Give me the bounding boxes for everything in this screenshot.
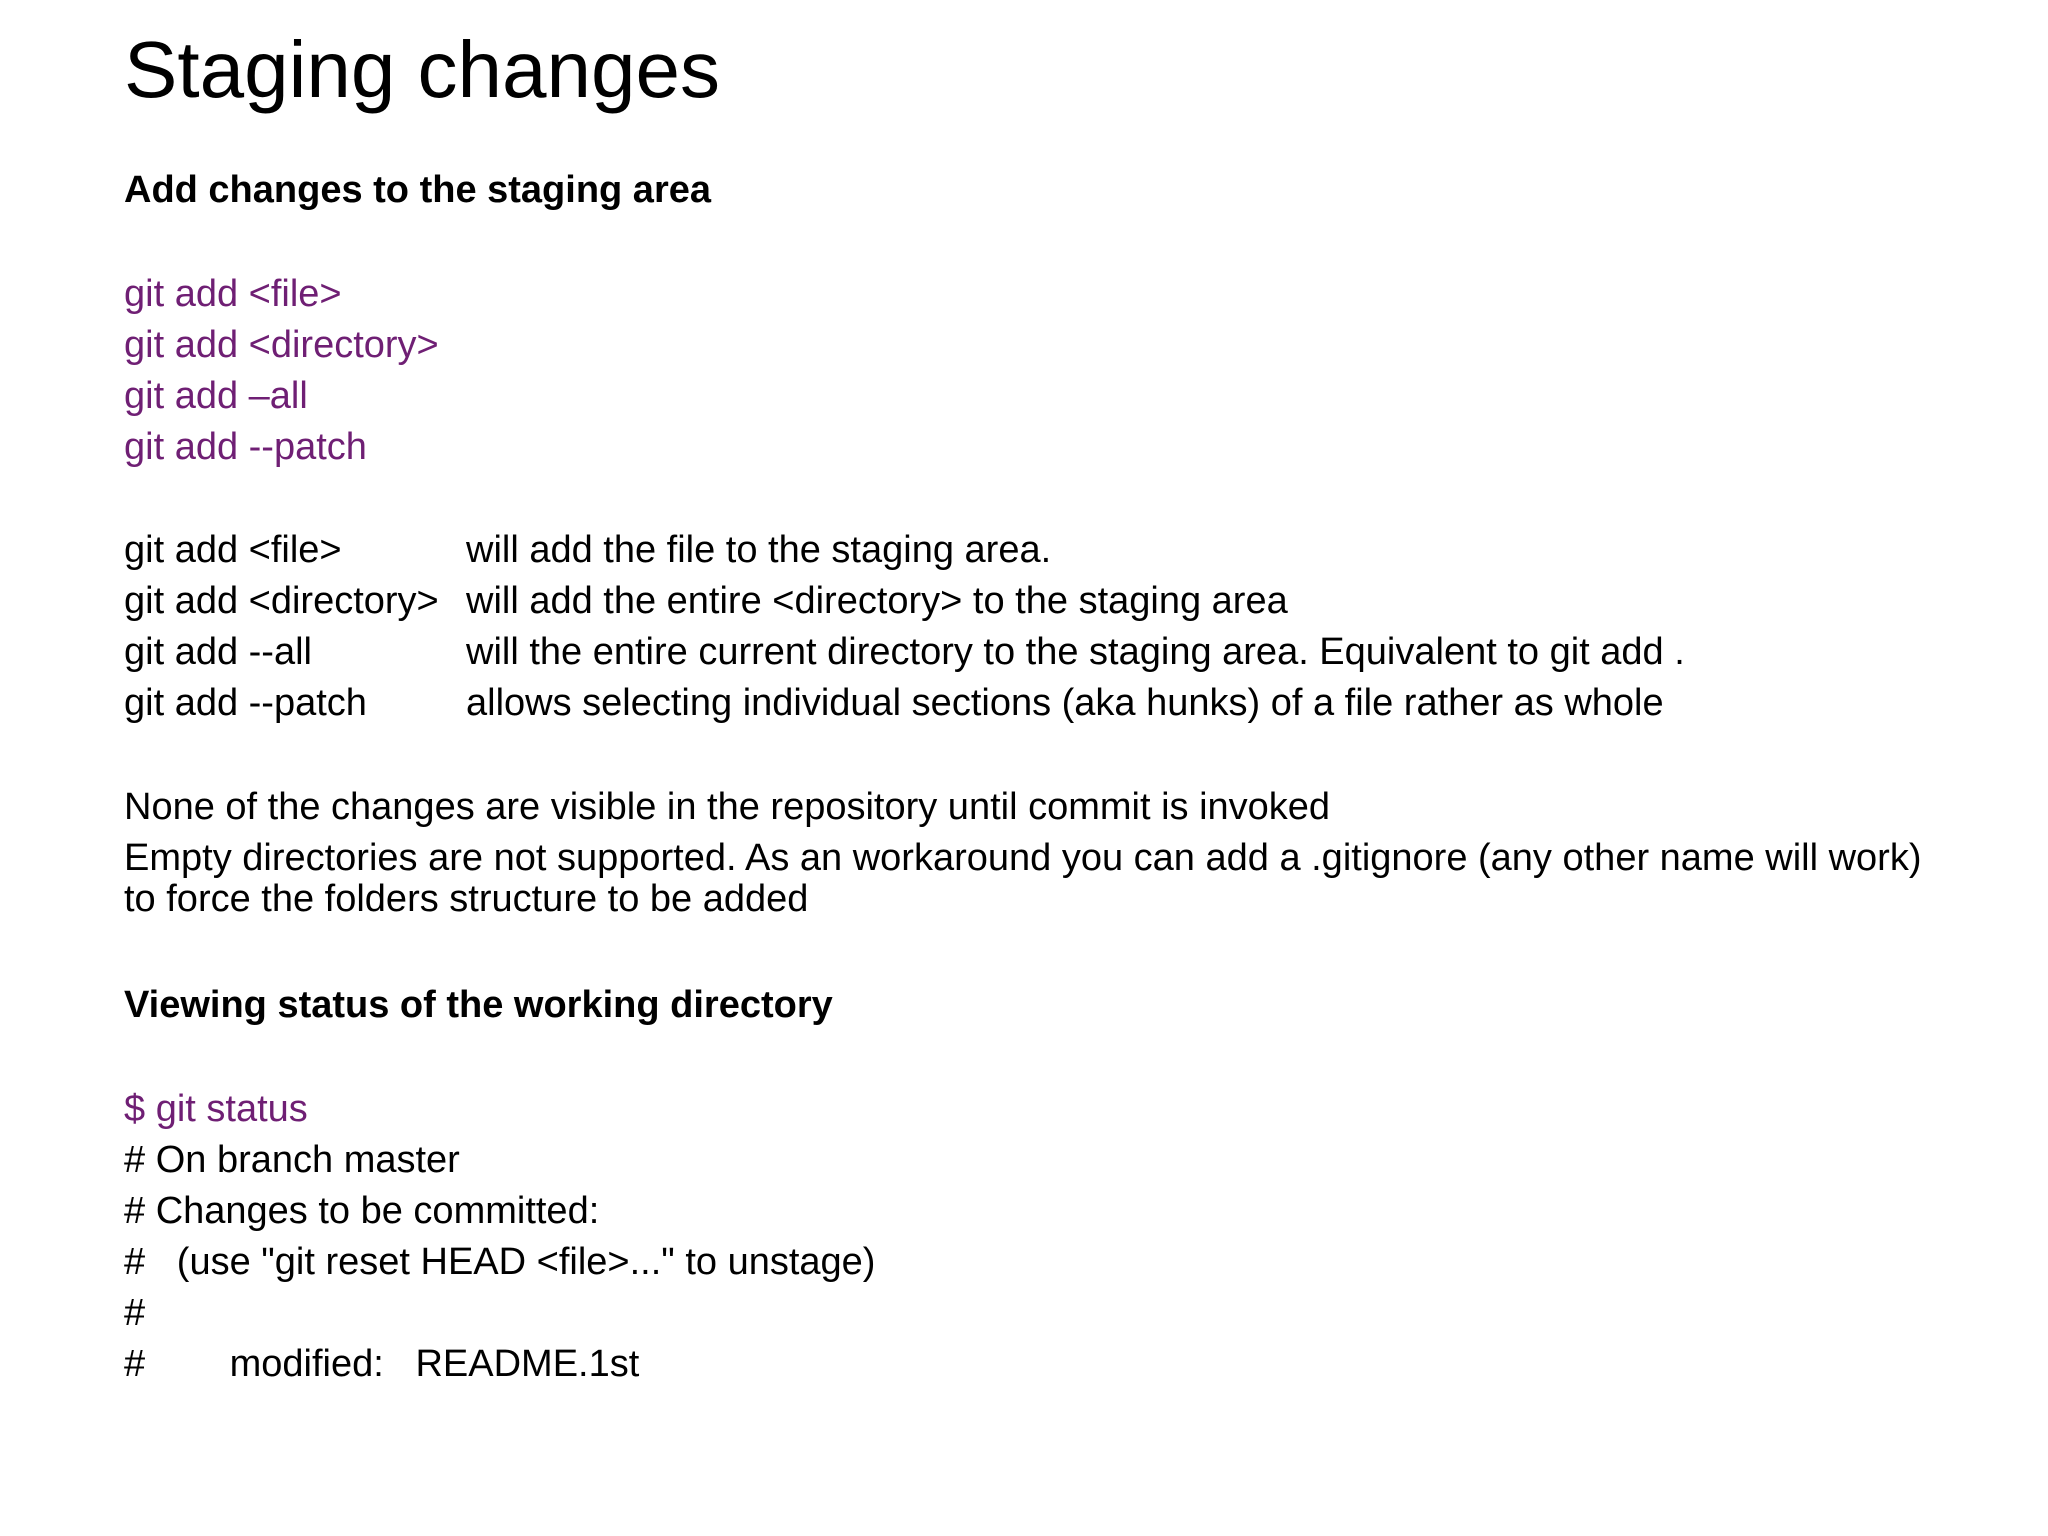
note-commit: None of the changes are visible in the repository until commit is invoked [124, 786, 1331, 828]
status-output-line: # [124, 1292, 146, 1334]
description-text: will add the file to the staging area. [466, 529, 1052, 571]
command-git-add-file: git add <file> [124, 273, 342, 315]
description-command: git add --patch [124, 682, 367, 724]
status-output-line: # modified: README.1st [124, 1343, 640, 1385]
status-output-line: # Changes to be committed: [124, 1190, 600, 1232]
note-empty-directories: Empty directories are not supported. As an workaround you can add a .gitignore (any other name will work) to force the folders structure to be added [124, 837, 1922, 920]
section-heading-status: Viewing status of the working directory [124, 984, 833, 1026]
description-text: will add the entire <directory> to the staging area [466, 580, 1288, 622]
description-text: will the entire current directory to the staging area. Equivalent to git add . [466, 631, 1685, 673]
section-heading-staging: Add changes to the staging area [124, 169, 711, 211]
description-text: allows selecting individual sections (aka hunks) of a file rather as whole [466, 682, 1664, 724]
command-git-add-all: git add –all [124, 375, 308, 417]
description-command: git add --all [124, 631, 312, 673]
status-output-line: # (use "git reset HEAD <file>..." to unstage) [124, 1241, 876, 1283]
command-git-add-directory: git add <directory> [124, 324, 439, 366]
command-git-status: $ git status [124, 1088, 308, 1130]
slide-title: Staging changes [124, 25, 721, 114]
command-git-add-patch: git add --patch [124, 426, 367, 468]
description-command: git add <file> [124, 529, 342, 571]
status-output-line: # On branch master [124, 1139, 460, 1181]
description-command: git add <directory> [124, 580, 439, 622]
